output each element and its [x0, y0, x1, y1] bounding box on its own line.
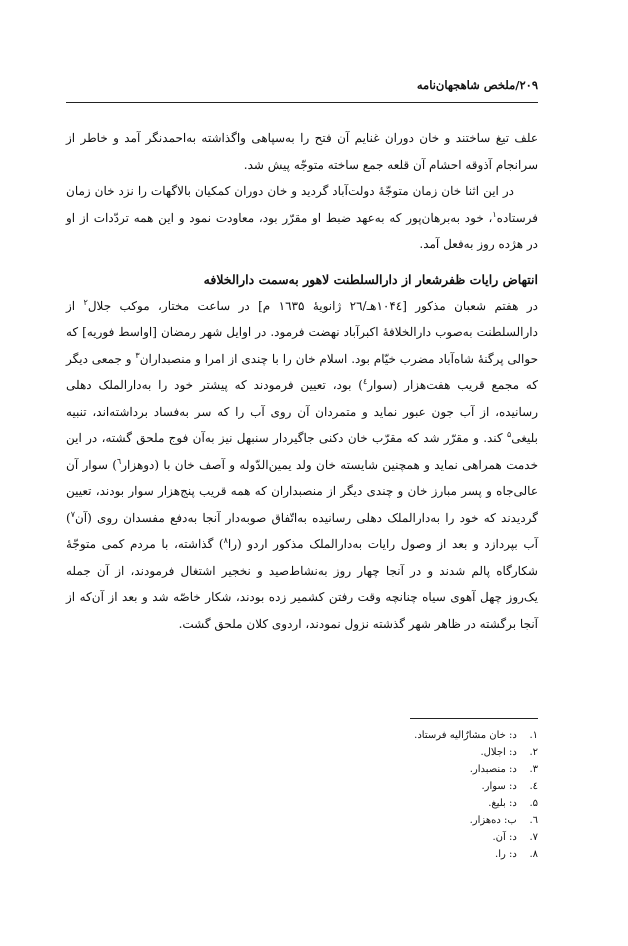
- running-header: ۲۰۹/ملخص شاهجهان‌نامه: [416, 78, 538, 92]
- footnote-ref-8: ۸: [223, 536, 228, 545]
- section-text-5: کند. و مقرّر شد که مقرّب خان دکنی جاگیردار سنبهل نیز به‌آن فوج ملحق گشته، در این خدمت همراهی نماید و همچنین شایسته خان ولد یمین‌الدّوله و آصف خان با (دوهزار: [66, 431, 538, 472]
- paragraph-1-text: علف تیغ ساختند و خان دوران غنایم آن فتح را به‌سپاهی واگذاشته به‌احمدنگر آمد و خاطر از سرانجام آذوقه احشام آن قلعه جمع ساخته متوجّه پیش شد.: [66, 131, 538, 172]
- paragraph-2: [66, 178, 538, 258]
- footnote-number: ۵.: [529, 798, 538, 809]
- section-text-6: ) سوار آن عالی‌جاه و پسر مبارز خان و چندی دیگر از منصبداران که همه قریب پنج‌هزار سوار بودند، تعیین گردیدند که خود را به‌دارالملک دهلی رسانیده به‌اتّفاق صوبه‌دار آنجا به‌دفع مفسدان روی (آن: [66, 457, 538, 525]
- footnote-text: ب: ده‌هزار.: [469, 815, 517, 826]
- footnote-item: [300, 761, 538, 778]
- footnote-ref-1: ۱: [492, 209, 497, 219]
- footnote-item: [300, 829, 538, 846]
- footnote-number: ۸.: [529, 849, 538, 860]
- footnote-ref-3: ۳: [135, 350, 140, 360]
- footnote-ref-7: ۷: [70, 509, 75, 519]
- footnote-text: د: منصبدار.: [469, 764, 517, 775]
- footnote-number: ٤.: [529, 781, 538, 792]
- footnote-number: ۲.: [529, 747, 538, 758]
- footnote-item: [300, 846, 538, 863]
- section-text-7: ) آب بپردازد و بعد از وصول رایات به‌دارالملک مذکور اردو (را: [66, 510, 539, 551]
- footnote-ref-6: ٦: [116, 456, 122, 466]
- footnote-text: د: بلیغ.: [488, 798, 517, 809]
- section-paragraph: [66, 293, 538, 638]
- header-divider: [66, 102, 538, 103]
- footnote-text: د: سوار.: [481, 781, 517, 792]
- paragraph-1: [66, 125, 538, 178]
- body-text: [66, 125, 538, 637]
- footnote-text: د: اجلال.: [480, 747, 517, 758]
- footnote-number: ۷.: [529, 832, 538, 843]
- section-text-8: ) گذاشته، با مردم کمی متوجّهٔ شکارگاه پالم شدند و در آنجا چهار روز به‌نشاط‌صید و نخجیر اشتغال فرمودند، از آن جمله یک‌روز چهل آهوی سیاه چنانچه وقت رفتن کشمیر زده بودند، شکار خاصّه شد و بعد از آن‌که از آنجا برگشته در ظاهر شهر گذشته نزول نمودند، اردوی کلان ملحق گشت.: [66, 537, 538, 631]
- footnote-number: ۱.: [529, 730, 538, 741]
- footnote-item: [300, 795, 538, 812]
- section-text-4: ) بود، تعیین فرمودند که پیشتر خود را به‌دارالملک دهلی رسانیده، از آب جون عبور نماید و متمردان آن روی آب را که سر به‌فساد برداشته‌اند، تنبیه بلیغی: [66, 378, 538, 445]
- footnote-number: ٦.: [529, 815, 538, 826]
- footnote-item: [300, 727, 538, 744]
- section-text-1: در هفتم شعبان مذکور [۱۰۴٤هـ/۲٦ ژانویهٔ ۱٦۳۵ م] در ساعت مختار، موکب جلال: [87, 298, 538, 313]
- footnote-item: [300, 744, 538, 761]
- footnote-text: د: خان مشارٌالیه فرستاد.: [414, 730, 517, 741]
- section-text-3: و جمعی دیگر که مجمع قریب هفت‌هزار (سوار: [66, 351, 538, 392]
- section-text-2: از دارالسلطنت به‌صوب دارالخلافهٔ اکبرآباد نهضت فرمود. در اوایل شهر رمضان [اواسط فوریه] که حوالی پرگنهٔ شاه‌آباد مضرب خیّام بود. اسلام خان را با چندی از امرا و منصبداران: [66, 298, 538, 366]
- footnote-list: [300, 727, 538, 863]
- footnote-ref-4: ٤: [362, 377, 368, 386]
- footnote-ref-2: ۲: [83, 297, 88, 307]
- footnote-item: [300, 778, 538, 795]
- footnote-ref-5: ۵: [506, 430, 512, 439]
- paragraph-2-text-cont: ، خود به‌برهان‌پور که به‌عهد ضبط او مقرّر بود، معاودت نمود و این همه تردّدات از او در هژده روز به‌فعل آمد.: [66, 210, 538, 251]
- paragraph-2-text: در این اثنا خان زمان متوجّهٔ دولت‌آباد گردید و خان دوران کمکیان بالاگهات را نزد خان زمان فرستاده: [66, 184, 538, 225]
- footnote-text: د: را.: [495, 849, 517, 860]
- footnote-divider: [410, 718, 538, 719]
- footnote-item: [300, 812, 538, 829]
- footnote-text: د: آن.: [492, 832, 517, 843]
- section-heading: انتهاض رایات ظفرشعار از دارالسلطنت لاهور به‌سمت دارالخلافه: [203, 271, 538, 287]
- footnote-number: ۳.: [529, 764, 538, 775]
